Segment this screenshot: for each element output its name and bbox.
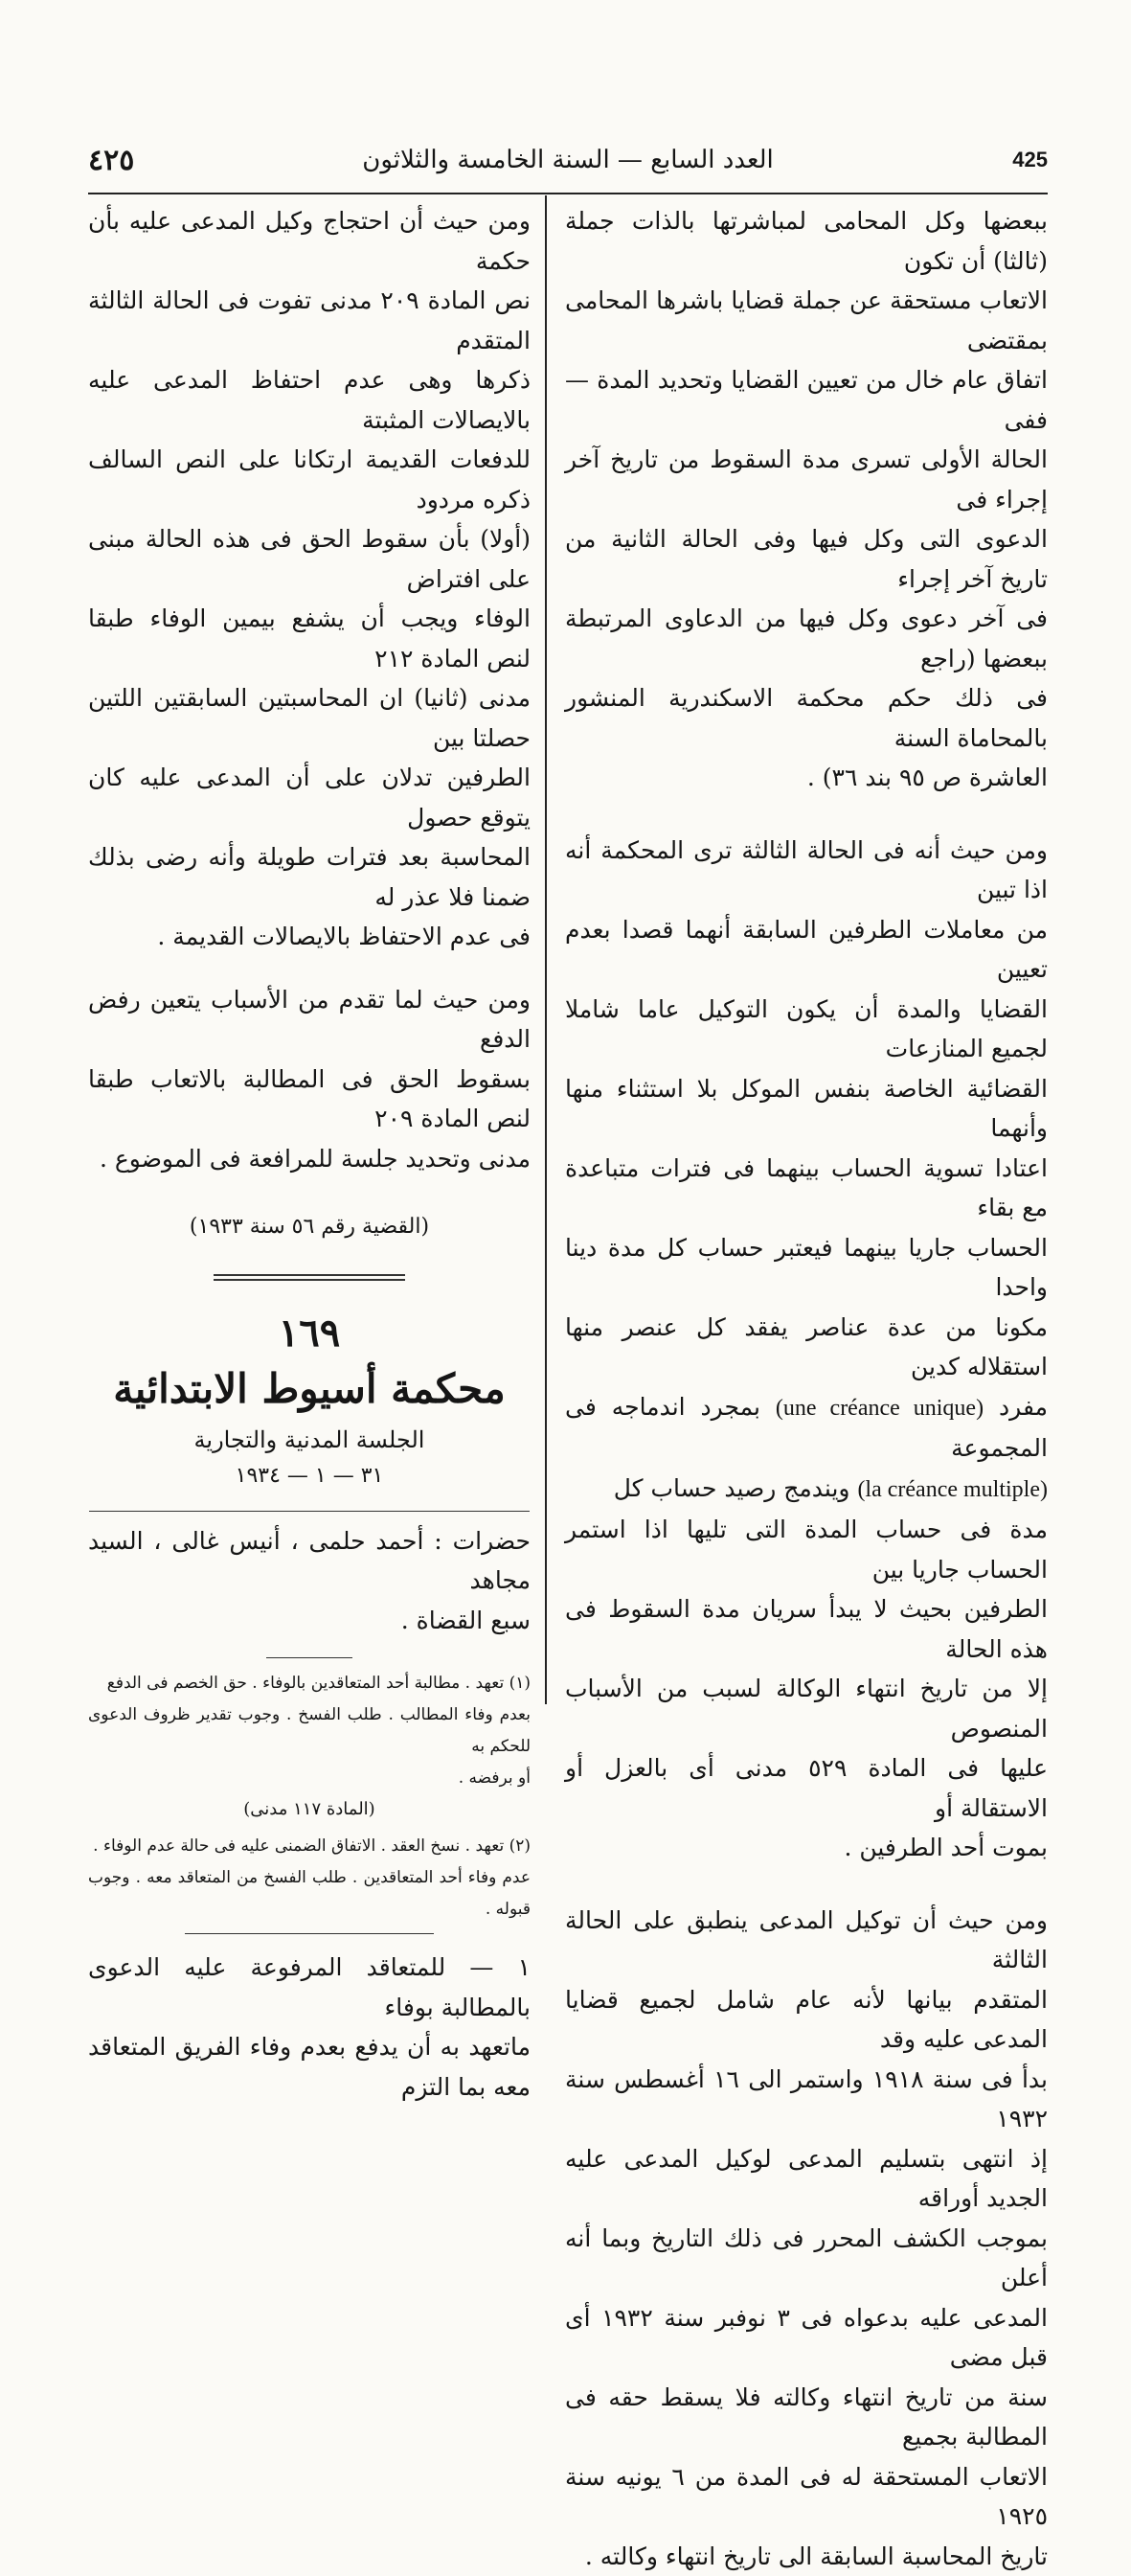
text-fragment: بمجرد اندماجه فى المجموعة [565, 1393, 1048, 1463]
text-line: المدعى عليه بدعواه فى ٣ نوفبر سنة ١٩٣٢ أى قبل مضى [565, 2298, 1048, 2378]
text-line: بسقوط الحق فى المطالبة بالاتعاب طبقا لنص المادة ٢٠٩ [88, 1060, 531, 1139]
text-line: القضايا والمدة أن يكون التوكيل عاما شاملا لجميع المنازعات [565, 990, 1048, 1069]
judges-line: سبع القضاة . [88, 1601, 531, 1641]
page-number-latin: 425 [1012, 148, 1048, 172]
session-date: ٣١ — ١ — ١٩٣٤ [88, 1459, 531, 1493]
text-line: ومن حيث أنه فى الحالة الثالثة ترى المحكمة أنه اذا تبين [565, 831, 1048, 910]
text-line: فى عدم الاحتفاظ بالايصالات القديمة . [88, 917, 531, 957]
judges-line: حضرات : أحمد حلمى ، أنيس غالى ، السيد مجاهد [88, 1521, 531, 1601]
text-line: إلا من تاريخ انتهاء الوكالة لسبب من الأسباب المنصوص [565, 1669, 1048, 1748]
text-line: إذ انتهى بتسليم المدعى لوكيل المدعى عليه الجديد أوراقه [565, 2139, 1048, 2219]
text-line: ١ — للمتعاقد المرفوعة عليه الدعوى بالمطالبة بوفاء [88, 1948, 531, 2027]
text-line: مدنى (ثانيا) ان المحاسبتين السابقتين اللتين حصلتا بين [88, 678, 531, 758]
footnote-line: أو برفضه . [88, 1763, 531, 1794]
text-line: مكونا من عدة عناصر يفقد كل عنصر منها استقلاله كدين [565, 1308, 1048, 1387]
text-line: بدأ فى سنة ١٩١٨ واستمر الى ١٦ أغسطس سنة ١٩٣٢ [565, 2060, 1048, 2139]
text-line-mixed [565, 1387, 1048, 1469]
french-term: (une créance unique) [776, 1396, 984, 1421]
section-divider [214, 1274, 405, 1281]
footnote-line: بعدم وفاء المطالب . طلب الفسخ . وجوب تقدير ظروف الدعوى للحكم به [88, 1699, 531, 1763]
footnote-line: عدم وفاء أحد المتعاقدين . طلب الفسخ من المتعاقد معه . وجوب قبوله . [88, 1862, 531, 1926]
text-line: بموت أحد الطرفين . [565, 1828, 1048, 1868]
text-line: فى ذلك حكم محكمة الاسكندرية المنشور بالمحاماة السنة [565, 678, 1048, 758]
text-line: الدعوى التى وكل فيها وفى الحالة الثانية من تاريخ آخر إجراء [565, 519, 1048, 599]
french-term: (la créance multiple) [857, 1477, 1048, 1502]
text-line: مدنى وتحديد جلسة للمرافعة فى الموضوع . [88, 1139, 531, 1179]
court-name: محكمة أسيوط الابتدائية [88, 1361, 531, 1417]
footnote-article: (المادة ١١٧ مدنى) [88, 1794, 531, 1825]
judges-block [88, 1521, 531, 1641]
session-type: الجلسة المدنية والتجارية [88, 1421, 531, 1459]
right-column [565, 201, 1048, 2576]
text-line: ومن حيث أن احتجاج وكيل المدعى عليه بأن حكمة [88, 201, 531, 281]
header-rule [88, 193, 1048, 194]
text-line: من معاملات الطرفين السابقة أنهما قصدا بعدم تعيين [565, 910, 1048, 990]
text-line: القضائية الخاصة بنفس الموكل بلا استثناء منها وأنهما [565, 1069, 1048, 1149]
text-line: المحاسبة بعد فترات طويلة وأنه رضى بذلك ضمنا فلا عذر له [88, 837, 531, 917]
text-line: ومن حيث لما تقدم من الأسباب يتعين رفض الدفع [88, 980, 531, 1060]
divider [185, 1933, 434, 1934]
text-line: الطرفين بحيث لا يبدأ سريان مدة السقوط فى هذه الحالة [565, 1589, 1048, 1669]
column-divider [545, 195, 547, 1704]
text-line: للدفعات القديمة ارتكانا على النص السالف ذكره مردود [88, 440, 531, 519]
text-line: ومن حيث أن توكيل المدعى ينطبق على الحالة الثالثة [565, 1901, 1048, 1980]
text-line: (أولا) بأن سقوط الحق فى هذه الحالة مبنى على افتراض [88, 519, 531, 599]
text-line: الحالة الأولى تسرى مدة السقوط من تاريخ آخر إجراء فى [565, 440, 1048, 519]
footnote-2 [88, 1831, 531, 1926]
page-header [88, 144, 1048, 182]
text-line: الطرفين تدلان على أن المدعى عليه كان يتوقع حصول [88, 758, 531, 837]
text-line: ماتعهد به أن يدفع بعدم وفاء الفريق المتعاقد معه بما التزم [88, 2027, 531, 2107]
text-line: ببعضها وكل المحامى لمباشرتها بالذات جملة (ثالثا) أن تكون [565, 201, 1048, 281]
text-line: عليها فى المادة ٥٢٩ مدنى أى بالعزل أو الاستقالة أو [565, 1748, 1048, 1828]
text-line: سنة من تاريخ انتهاء وكالته فلا يسقط حقه فى المطالبة بجميع [565, 2378, 1048, 2457]
text-line: الاتعاب مستحقة عن جملة قضايا باشرها المحامى بمقتضى [565, 281, 1048, 360]
text-line: تاريخ المحاسبة السابقة الى تاريخ انتهاء وكالته . [565, 2537, 1048, 2576]
text-fragment: ويندمج رصيد حساب كل [614, 1474, 850, 1502]
text-line: المتقدم بيانها لأنه عام شامل لجميع قضايا المدعى عليه وقد [565, 1980, 1048, 2060]
text-line: اتفاق عام خال من تعيين القضايا وتحديد المدة — ففى [565, 360, 1048, 440]
text-line-mixed [565, 1469, 1048, 1511]
divider [89, 1511, 530, 1512]
case-reference: (القضية رقم ٥٦ سنة ١٩٣٣) [88, 1207, 531, 1247]
footnote-line: (٢) تعهد . نسخ العقد . الاتفاق الضمنى عليه فى حالة عدم الوفاء . [88, 1831, 531, 1862]
running-title: العدد السابع — السنة الخامسة والثلاثون [88, 146, 1048, 174]
case-number: ١٦٩ [88, 1310, 531, 1357]
text-line: الاتعاب المستحقة له فى المدة من ٦ يونيه سنة ١٩٢٥ [565, 2457, 1048, 2537]
text-line: فى آخر دعوى وكل فيها من الدعاوى المرتبطة ببعضها (راجع [565, 599, 1048, 678]
text-line: الوفاء ويجب أن يشفع بيمين الوفاء طبقا لنص المادة ٢١٢ [88, 599, 531, 678]
text-line: الحساب جاريا بينهما فيعتبر حساب كل مدة دينا واحدا [565, 1228, 1048, 1308]
footnote-1 [88, 1668, 531, 1794]
text-line: نص المادة ٢٠٩ مدنى تفوت فى الحالة الثالثة المتقدم [88, 281, 531, 360]
text-line: اعتادا تسوية الحساب بينهما فى فترات متباعدة مع بقاء [565, 1149, 1048, 1228]
footnote-line: (١) تعهد . مطالبة أحد المتعاقدين بالوفاء . حق الخصم فى الدفع [88, 1668, 531, 1699]
text-line: العاشرة ص ٩٥ بند ٣٦) . [565, 758, 1048, 798]
text-fragment: مفرد [999, 1393, 1048, 1421]
text-line: مدة فى حساب المدة التى تليها اذا استمر الحساب جاريا بين [565, 1510, 1048, 1589]
text-line: ذكرها وهى عدم احتفاظ المدعى عليه بالايصالات المثبتة [88, 360, 531, 440]
page-number-arabic: ٤٢٥ [88, 144, 134, 177]
text-line: بموجب الكشف المحرر فى ذلك التاريخ وبما أنه أعلن [565, 2219, 1048, 2298]
left-column [88, 201, 531, 2107]
footnote-divider [266, 1657, 352, 1658]
